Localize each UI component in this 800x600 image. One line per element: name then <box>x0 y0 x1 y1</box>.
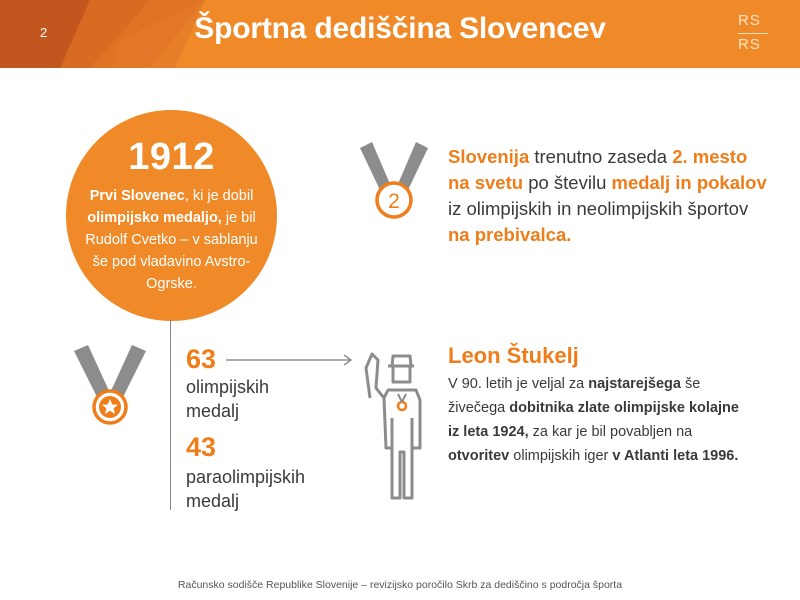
ranking-text <box>448 144 768 248</box>
footer-text: Računsko sodišče Republike Slovenije – revizijsko poročilo Skrb za dediščino s področja športa <box>177 579 623 591</box>
history-bold-2: olimpijsko medaljo, <box>87 210 222 226</box>
stukelj-text-7: olimpijskih iger <box>509 448 613 464</box>
ranking-per-capita: na prebivalca. <box>448 224 572 245</box>
olympic-medal-count: 63 <box>186 344 217 374</box>
ranking-place: 2. mesto na svetu <box>448 146 748 193</box>
medal-number: 2 <box>388 190 400 213</box>
stukelj-text-5: za kar je bil povabljen na <box>528 424 693 440</box>
athlete-raising-hand-icon <box>362 348 432 508</box>
stukelj-bold-winner: dobitnika zlate olimpijske kolajne iz leta 1924, <box>448 400 739 440</box>
year-label: 1912 <box>128 136 215 178</box>
paralympic-medal-label: paraolimpijskih medalj <box>186 467 306 511</box>
stukelj-bold-atlanta: v Atlanti leta 1996. <box>612 448 739 464</box>
logo-line-top: RS <box>738 10 768 34</box>
paralympic-medal-count: 43 <box>186 432 217 462</box>
ranking-text-2: trenutno zaseda <box>529 146 673 167</box>
history-text-4: je bil Rudolf Cvetko – v sablanju še pod vladavino Avstro-Ogrske. <box>85 210 258 292</box>
ranking-medals: medalj in pokalov <box>611 172 767 193</box>
medal-star-icon <box>72 345 152 435</box>
stukelj-bold-opening: otvoritev <box>448 448 510 464</box>
timeline-line <box>170 320 171 510</box>
stukelj-text-1: V 90. letih je veljal za <box>448 376 589 392</box>
stukelj-text <box>448 372 748 468</box>
ranking-text-4: po številu <box>523 172 612 193</box>
medal-number-2-icon <box>356 140 436 225</box>
history-text-2: , ki je dobil <box>184 188 254 204</box>
history-text <box>80 185 263 295</box>
stukelj-name: Leon Štukelj <box>448 343 579 368</box>
arrow-right-icon <box>226 350 356 370</box>
logo-line-bottom: RS <box>738 36 761 53</box>
logo <box>738 10 768 56</box>
stukelj-bold-oldest: najstarejšega <box>588 376 681 392</box>
page-number: 2 <box>40 25 48 40</box>
ranking-slovenija: Slovenija <box>448 146 530 167</box>
stukelj-text-3: še živečega <box>448 376 701 416</box>
olympic-medal-label: olimpijskih medalj <box>186 377 270 421</box>
history-bold-1: Prvi Slovenec <box>89 188 185 204</box>
page-title: Športna dediščina Slovencev <box>194 12 606 45</box>
history-circle <box>66 110 277 321</box>
ranking-text-6: iz olimpijskih in neolimpijskih športov <box>448 198 749 219</box>
